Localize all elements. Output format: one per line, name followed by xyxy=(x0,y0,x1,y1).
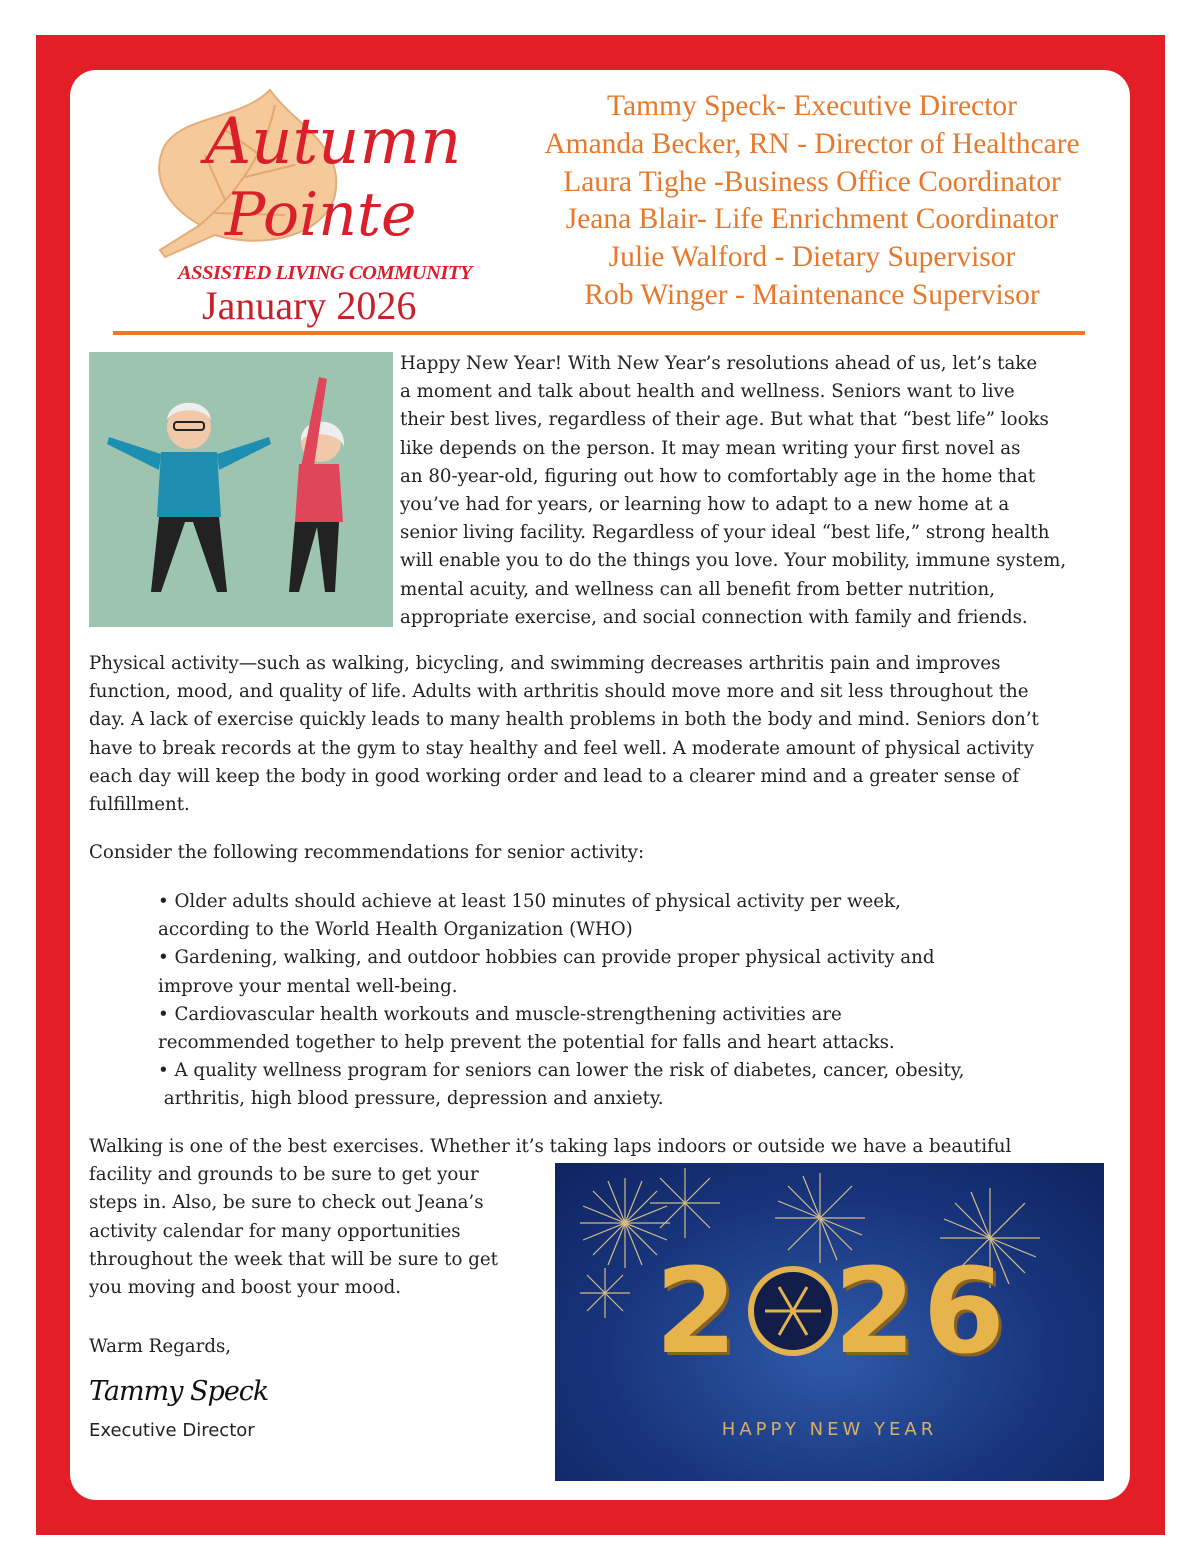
bullet-line: improve your mental well-being. xyxy=(158,975,458,997)
text-line: function, mood, and quality of life. Adults with arthritis should move more and sit less throughout the xyxy=(89,681,1029,703)
text-line: Happy New Year! With New Year’s resolutions ahead of us, let’s take xyxy=(400,353,1038,374)
text-line: facility and grounds to be sure to get your xyxy=(89,1164,479,1186)
bullet-line: • Gardening, walking, and outdoor hobbies can provide proper physical activity and xyxy=(158,947,935,969)
text-line: throughout the week that will be sure to get xyxy=(89,1248,498,1270)
text-line: fulfillment. xyxy=(89,794,190,816)
logo xyxy=(145,85,505,290)
staff-item: Laura Tighe -Business Office Coordinator xyxy=(563,165,1061,198)
year-digit: 6 xyxy=(922,1242,1005,1380)
text-line: like depends on the person. It may mean writing your first novel as xyxy=(400,437,1021,459)
bullet-line: • A quality wellness program for seniors can lower the risk of diabetes, cancer, obesity, xyxy=(158,1060,965,1082)
seniors-exercise-illustration xyxy=(89,352,393,627)
text-line: will enable you to do the things you love. Your mobility, immune system, xyxy=(400,550,1067,572)
text-line: Physical activity—such as walking, bicycling, and swimming decreases arthritis pain and improves xyxy=(89,653,1001,674)
intro-paragraph xyxy=(400,350,1066,632)
text-line: a moment and talk about health and wellness. Seniors want to live xyxy=(400,381,1015,403)
issue-date: January 2026 xyxy=(202,283,417,328)
text-line: mental acuity, and wellness can all benefit from better nutrition, xyxy=(400,578,995,600)
text-line: Walking is one of the best exercises. Whether it’s taking laps indoors or outside we have a beautiful xyxy=(89,1136,1012,1157)
bullet-line: according to the World Health Organization (WHO) xyxy=(158,919,633,941)
text-line: steps in. Also, be sure to check out Jeana’s xyxy=(89,1192,484,1214)
closing: Warm Regards, xyxy=(89,1336,232,1357)
text-line: you moving and boost your mood. xyxy=(89,1277,402,1299)
logo-name-line1: Autumn xyxy=(205,105,462,179)
logo-tagline: ASSISTED LIVING COMMUNITY xyxy=(178,262,472,284)
year-digit: 2 xyxy=(833,1242,916,1380)
staff-item: Julie Walford - Dietary Supervisor xyxy=(608,241,1016,274)
bullet-line: • Cardiovascular health workouts and muscle-strengthening activities are xyxy=(158,1003,842,1025)
staff-list xyxy=(520,88,1104,315)
year-number xyxy=(655,1242,1005,1380)
text-line: appropriate exercise, and social connection with family and friends. xyxy=(400,606,1028,628)
signature: Tammy Speck xyxy=(89,1376,269,1407)
recommendations-list xyxy=(158,888,964,1114)
text-line: have to break records at the gym to stay healthy and feel well. A moderate amount of physical activity xyxy=(89,737,1034,759)
text-line: activity calendar for many opportunities xyxy=(89,1220,461,1242)
text-line: Consider the following recommendations for senior activity: xyxy=(89,842,645,863)
staff-item: Rob Winger - Maintenance Supervisor xyxy=(584,278,1040,311)
staff-item: Tammy Speck- Executive Director xyxy=(607,90,1017,122)
bullet-line: • Older adults should achieve at least 150 minutes of physical activity per week, xyxy=(158,891,901,912)
happy-new-year-caption: HAPPY NEW YEAR xyxy=(721,1419,938,1440)
header-divider xyxy=(113,331,1085,335)
staff-item: Amanda Becker, RN - Director of Healthcare xyxy=(544,127,1080,160)
bullet-line: arthritis, high blood pressure, depression and anxiety. xyxy=(158,1088,664,1110)
text-line: their best lives, regardless of their age. But what that “best life” looks xyxy=(400,409,1049,431)
logo-name-line2: Pointe xyxy=(225,180,417,250)
text-line: you’ve had for years, or learning how to adapt to a new home at a xyxy=(400,494,1010,516)
text-line: an 80-year-old, figuring out how to comfortably age in the home that xyxy=(400,465,1036,487)
year-digit: 2 xyxy=(655,1242,738,1380)
text-line: each day will keep the body in good working order and lead to a clearer mind and a greater sense of xyxy=(89,765,1020,787)
text-line: day. A lack of exercise quickly leads to many health problems in both the body and mind. Seniors don’t xyxy=(89,709,1039,731)
activity-paragraph xyxy=(89,650,1039,819)
staff-item: Jeana Blair- Life Enrichment Coordinator xyxy=(565,203,1059,236)
bullet-line: recommended together to help prevent the potential for falls and heart attacks. xyxy=(158,1032,895,1054)
text-line: senior living facility. Regardless of your ideal “best life,” strong health xyxy=(400,522,1050,544)
signer-title: Executive Director xyxy=(89,1420,255,1441)
recommendations-intro xyxy=(89,839,644,867)
happy-new-year-image xyxy=(555,1163,1104,1481)
